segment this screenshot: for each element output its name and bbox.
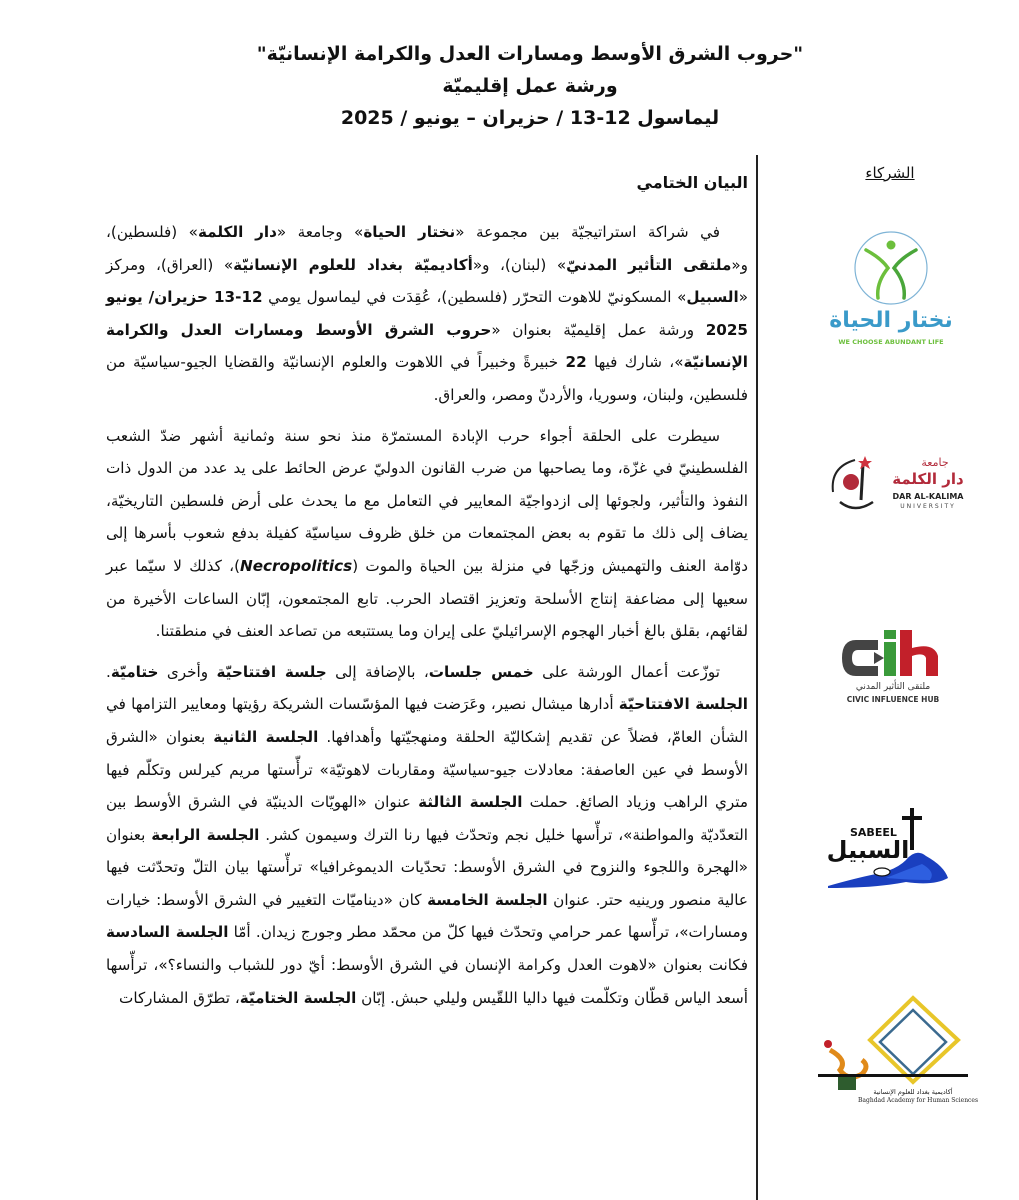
bold-text: 12-13 حزيران/ يونيو 2025 (106, 288, 748, 339)
logo-name-en: DAR AL-KALIMA (892, 492, 964, 501)
logo-name-ar: أكاديمية بغداد للعلوم الإنسانية (873, 1088, 953, 1096)
bold-text: الجلسة الافتتاحيّة (618, 695, 748, 714)
bold-text: جلسة افتتاحيّة (216, 662, 327, 681)
logo-name-ar: دار الكلمة (892, 470, 964, 488)
bold-text: أكاديميّة بغداد للعلوم الإنسانيّة (233, 255, 473, 274)
english-term: Necropolitics (240, 556, 353, 575)
text: )، كذلك لا سيّما عبر سعيها إلى مضاعفة إنتاج الأسلحة وتعزيز اقتصاد الحرب. تابع المجتمعون، إبّان الساعات الأخيرة من لقائهم، بقلق بالغ أخبار الهجوم الإسرائيليّ على إيران وما يستتبعه من تصاعد العنف في منطقتنا. (106, 556, 748, 641)
main-text-column (106, 168, 748, 1022)
text: عنوان «الهويّات الدينيّة في الشرق الأوسط بين التعدّديّة والمواطنة»، ترأّسها خليل نجم وتحدّث فيها رنا الترك وسيمون كشر. (106, 793, 748, 844)
section-heading: البيان الختامي (636, 173, 748, 192)
logo-name-en: CIVIC INFLUENCE HUB (846, 695, 940, 704)
text: » (لبنان)، و« (472, 255, 567, 274)
text: في شراكة استراتيجيّة بين مجموعة « (455, 223, 720, 241)
bold-text: حروب الشرق الأوسط ومسارات العدل والكرامة الإنسانيّة (106, 320, 748, 372)
document-date-line: ليماسول 12-13 / حزيران – يونيو / 2025 (340, 107, 720, 129)
logo-tagline: WE CHOOSE ABUNDANT LIFE (838, 338, 944, 346)
diamond-emblem-icon (818, 990, 968, 1090)
logo-name-ar: ملتقى التأثير المدني (855, 682, 931, 692)
logo-nakhtar-al-hayat (826, 228, 956, 348)
text: . (106, 662, 111, 681)
bold-text: نختار الحياة (363, 223, 456, 241)
bold-text: خمس جلسات (428, 662, 534, 681)
logo-name-ar-top: جامعة (921, 456, 949, 469)
cih-mark-icon (838, 628, 948, 680)
bold-text: الجلسة الثالثة (418, 793, 523, 812)
logo-dar-al-kalima (825, 452, 975, 522)
text: أدارها ميشال نصير، وعَرَضت فيها المؤسّسات الشريكة رؤيتها ومعايير التزامها في الشأن العامّ، فضلاً عن تقديم إشكاليّة الحلقة ومنهجيّتها وأهدافها. (106, 695, 748, 746)
text: بعنوان «الشرق الأوسط في عين العاصفة: معادلات جيو-سياسيّة ومقاربات لاهوتيّة» ترأّستها مريم كيرلس وتكلّم فيها متري الراهب وزياد الصائغ. حملت (106, 727, 749, 812)
bold-text: ختاميّة (110, 662, 159, 681)
text: ، تطرّق المشاركات (119, 988, 240, 1007)
logo-baghdad-academy (818, 990, 979, 1105)
text: » المسكونيّ للاهوت التحرّر (فلسطين)، عُقِدَت في ليماسول يومي (262, 288, 687, 307)
paragraph-context (106, 420, 748, 648)
logo-sub-en: UNIVERSITY (900, 503, 956, 510)
text: »، شارك فيها (586, 353, 684, 372)
text: » وجامعة « (276, 223, 364, 241)
text: سيطرت على الحلقة أجواء حرب الإبادة المستمرّة منذ نحو سنة وثمانية أشهر ضدّ الشعب الفلسطينيّ في غزّة، وما يصاحبها من ضرب القانون الدوليّ عرض الحائط على يد عدد من الدول ذات النفوذ والتأثير، ولجوئها إلى ازدواجيّة المعايير في التعامل مع ما يحدث على أرض فلسطين التاريخيّة، يضاف إلى ذلك ما تقوم به بعض المجتمعات من خلق ظروف سياسيّة كفيلة بدفع شعوب بأسرها إلى دوّامة العنف والتهميش وزجّها في منزلة بين الحياة والموت ( (106, 426, 749, 575)
bold-text: دار الكلمة (197, 223, 277, 241)
document-title: "حروب الشرق الأوسط ومسارات العدل والكرامة الإنسانيّة" (256, 43, 804, 65)
bold-text: الجلسة الرابعة (151, 825, 260, 844)
bold-text: السبيل (686, 288, 739, 307)
text: خبيرةً وخبيراً في اللاهوت والعلوم الإنسانيّة والقضايا الجيو-سياسيّة من فلسطين، ولبنان، وسوريا، والأردنّ ومصر، والعراق. (106, 353, 748, 404)
document-subtitle: ورشة عمل إقليميّة (442, 75, 618, 97)
bold-text: 22 (565, 353, 587, 372)
logo-name-en: SABEEL (850, 826, 897, 839)
text: كان «ديناميّات التغيير في الشرق الأوسط: خيارات ومسارات»، ترأّسها عمر حرامي وتحدّث فيها كلّ من محمّد مطر وجورج زيدان. أمّا (106, 890, 748, 942)
column-divider (756, 155, 758, 1200)
text: فكانت بعنوان «لاهوت العدل وكرامة الإنسان في الشرق الأوسط: أيّ دور للشباب والنساء؟»، ترأّسها أسعد الياس قطّان وتكلّمت فيها داليا اللقّيس وليلي حبش. إبّان (106, 956, 748, 1007)
document-header (200, 38, 860, 134)
text: توزّعت أعمال الورشة على (533, 662, 720, 681)
bold-text: الجلسة الخامسة (427, 890, 548, 909)
logo-name-ar: نختار الحياة (829, 308, 953, 333)
text: وأخرى (158, 662, 217, 681)
bold-text: الجلسة السادسة (106, 923, 229, 942)
logo-name-ar: السبيل (826, 836, 910, 864)
bold-text: الجلسة الثانية (213, 727, 319, 746)
bold-text: ملتقى التأثير المدنيّ (566, 255, 732, 274)
text: ورشة عمل إقليميّة بعنوان « (491, 320, 706, 339)
text: » (العراق)، ومركز « (106, 255, 748, 307)
paragraph-intro (106, 216, 748, 412)
logo-name-en: Baghdad Academy for Human Sciences (858, 1097, 979, 1104)
paragraph-sessions (106, 656, 748, 1015)
calligraphy-emblem-icon (825, 452, 880, 514)
text: بعنوان «الهجرة واللجوء والنزوح في الشرق الأوسط: تحدّيات الديموغرافيا» ترأّستها بيان التلّ وتحدّثت فيها عالية منصور ورينيه حتر. عنوان (106, 825, 748, 909)
logo-civic-influence-hub (838, 628, 948, 708)
logo-sabeel (826, 808, 956, 892)
bold-text: الجلسة الختاميّة (239, 988, 357, 1007)
partners-title: الشركاء (865, 164, 915, 182)
text: » (فلسطين)، و« (106, 223, 748, 274)
human-figure-icon (826, 228, 956, 308)
text: ، بالإضافة إلى (326, 662, 429, 681)
